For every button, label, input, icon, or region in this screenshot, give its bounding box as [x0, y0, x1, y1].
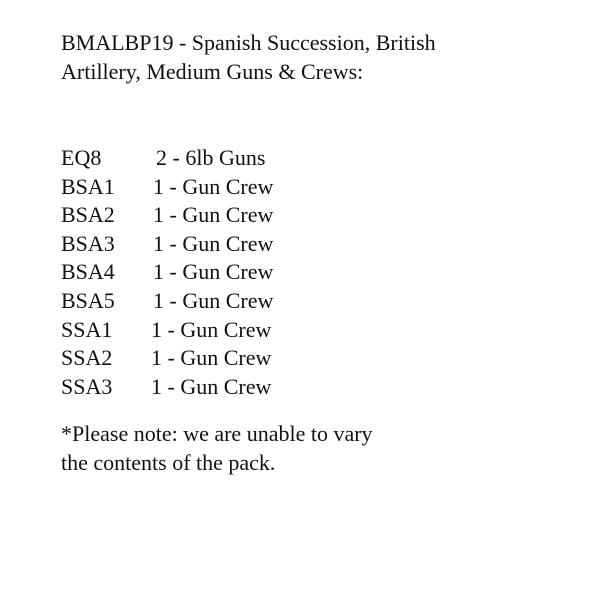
item-description: 1 - Gun Crew [151, 345, 272, 371]
item-description: 1 - Gun Crew [153, 259, 274, 285]
list-item [61, 230, 581, 259]
item-code: BSA5 [61, 287, 115, 313]
item-description: 1 - Gun Crew [153, 173, 274, 199]
pack-title-line-2: Artillery, Medium Guns & Crews: [61, 59, 364, 84]
item-code: BSA3 [61, 230, 115, 256]
pack-title [61, 28, 581, 86]
pack-note [61, 419, 581, 477]
item-code: BSA4 [61, 259, 115, 285]
item-description: 2 - 6lb Guns [156, 145, 266, 170]
item-description: 1 - Gun Crew [153, 287, 274, 313]
item-description: 1 - Gun Crew [151, 316, 272, 342]
item-description: 1 - Gun Crew [153, 202, 274, 228]
item-code: BSA2 [61, 202, 115, 228]
item-description: 1 - Gun Crew [153, 230, 274, 256]
item-code: SSA1 [61, 316, 113, 342]
item-code: SSA2 [61, 345, 113, 371]
list-item [61, 144, 581, 173]
list-item [61, 258, 581, 287]
item-description: 1 - Gun Crew [151, 373, 272, 399]
list-item [61, 201, 581, 230]
list-item [61, 287, 581, 316]
list-item [61, 373, 581, 402]
list-item [61, 344, 581, 373]
list-item [61, 316, 581, 345]
list-item [61, 173, 581, 202]
item-code: BSA1 [61, 173, 115, 199]
document-body [61, 28, 581, 477]
item-code: EQ8 [61, 145, 102, 170]
pack-note-line-1: *Please note: we are unable to vary [61, 421, 373, 447]
pack-contents-list [61, 144, 581, 401]
pack-note-line-2: the contents of the pack. [61, 450, 276, 476]
pack-title-line-1: BMALBP19 - Spanish Succession, British [61, 30, 436, 55]
item-code: SSA3 [61, 373, 113, 399]
